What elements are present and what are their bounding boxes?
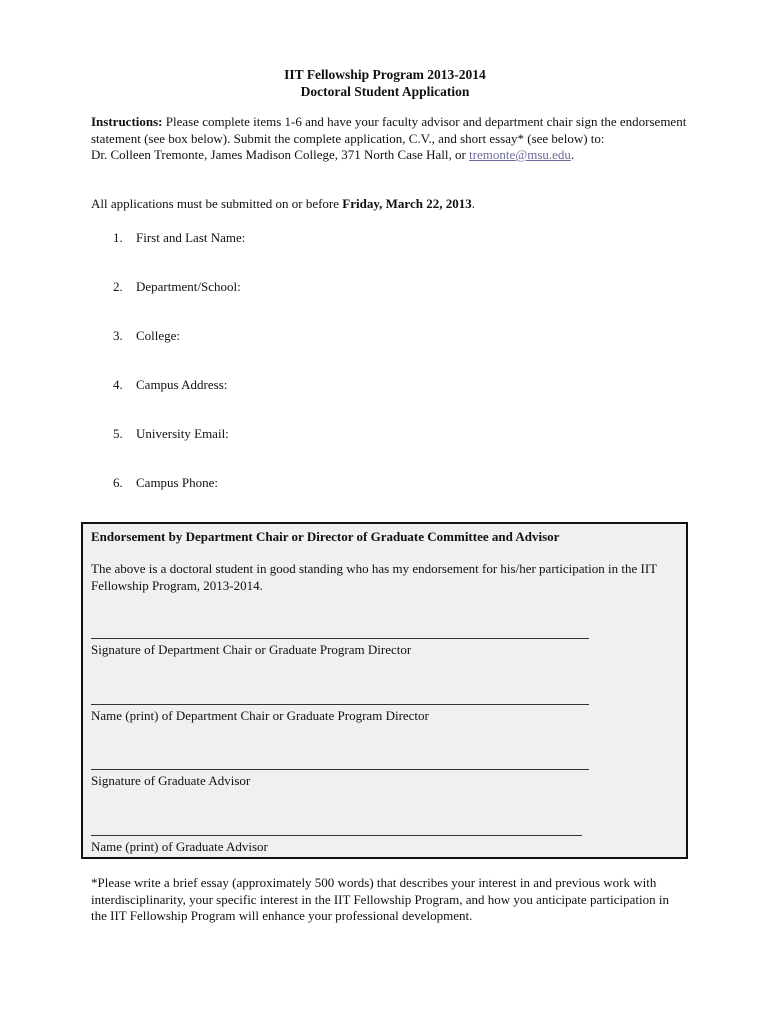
instructions-text: Please complete items 1-6 and have your faculty advisor and department chair sign the endorsement statement (see box below). Submit the complete application, C.V., and short essay* (see below) to: (91, 114, 687, 146)
item-number: 2. (113, 279, 123, 294)
form-item-name[interactable] (113, 230, 245, 246)
item-label: Campus Address: (136, 377, 228, 392)
endorsement-box (81, 522, 688, 859)
item-label: University Email: (136, 426, 229, 441)
deadline-date: Friday, March 22, 2013 (342, 196, 472, 211)
deadline-end: . (471, 196, 475, 211)
item-number: 3. (113, 328, 123, 343)
endorsement-heading: Endorsement by Department Chair or Director of Graduate Committee and Advisor (91, 529, 560, 544)
item-label: College: (136, 328, 181, 343)
instructions-paragraph (91, 114, 691, 164)
instructions-label: Instructions: (91, 114, 163, 129)
item-label: First and Last Name: (136, 230, 246, 245)
advisor-signature-label: Signature of Graduate Advisor (91, 773, 251, 788)
endorsement-statement: The above is a doctoral student in good standing who has my endorsement for his/her participation in the IIT Fellowship Program, 2013-2014. (91, 561, 657, 593)
advisor-signature-line[interactable] (91, 769, 589, 770)
chair-name-line[interactable] (91, 704, 589, 705)
item-number: 4. (113, 377, 123, 392)
document-title (0, 66, 770, 100)
essay-footnote: *Please write a brief essay (approximately 500 words) that describes your interest in and previous work with interdisciplinarity, your specific interest in the IIT Fellowship Program, and how you anticipate participation in the IIT Fellowship Program will enhance your professional development. (91, 875, 669, 923)
chair-name-label: Name (print) of Department Chair or Graduate Program Director (91, 708, 429, 723)
advisor-name-line[interactable] (91, 835, 582, 836)
item-number: 6. (113, 475, 123, 490)
item-label: Campus Phone: (136, 475, 218, 490)
contact-email-link[interactable]: tremonte@msu.edu (469, 147, 571, 162)
item-number: 1. (113, 230, 123, 245)
contact-end: . (570, 147, 575, 162)
form-item-email[interactable] (113, 426, 229, 442)
form-item-college[interactable] (113, 328, 180, 344)
form-item-department[interactable] (113, 279, 241, 295)
chair-signature-label: Signature of Department Chair or Graduate Program Director (91, 642, 412, 657)
deadline-paragraph (91, 196, 691, 213)
form-item-campus-address[interactable] (113, 377, 227, 393)
form-item-phone[interactable] (113, 475, 218, 491)
item-number: 5. (113, 426, 123, 441)
advisor-name-label: Name (print) of Graduate Advisor (91, 839, 268, 854)
title-line-application: Doctoral Student Application (300, 84, 470, 99)
title-line-program: IIT Fellowship Program 2013-2014 (284, 67, 486, 82)
contact-text: Dr. Colleen Tremonte, James Madison College, 371 North Case Hall, or (91, 147, 470, 162)
chair-signature-line[interactable] (91, 638, 589, 639)
deadline-text: All applications must be submitted on or before (91, 196, 343, 211)
item-label: Department/School: (136, 279, 241, 294)
